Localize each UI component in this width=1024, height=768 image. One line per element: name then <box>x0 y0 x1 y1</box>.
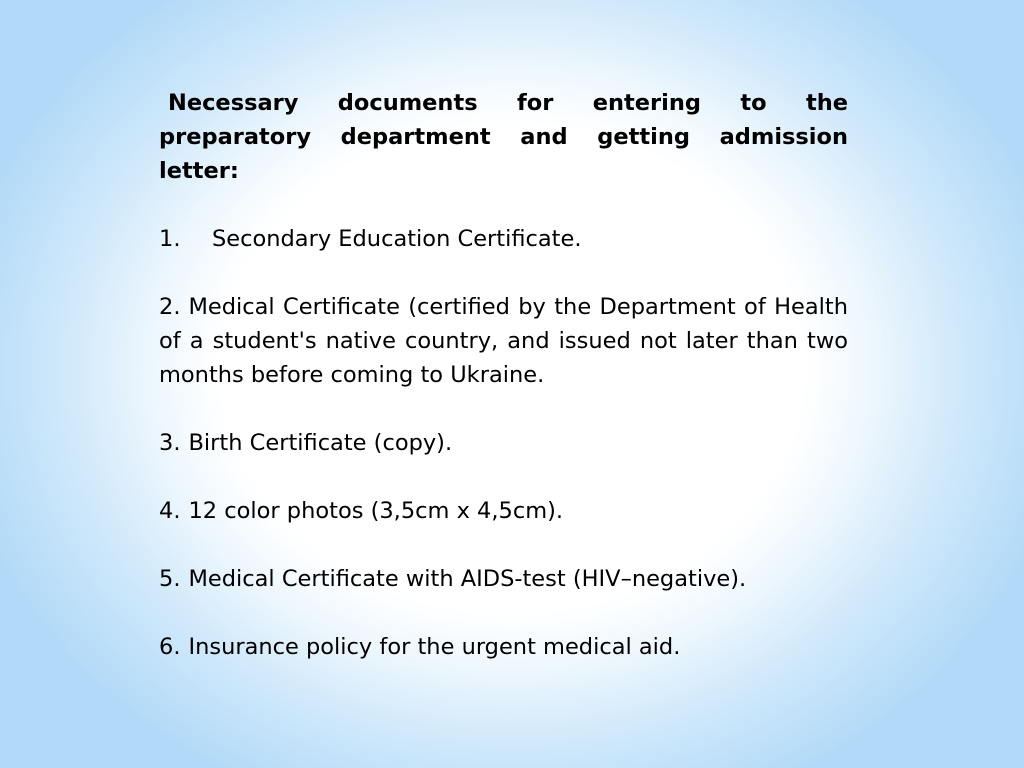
document-item-1 <box>159 222 848 256</box>
document-item-5 <box>159 562 848 596</box>
document-item-2 <box>159 290 848 392</box>
item-text: Insurance policy for the urgent medical aid. <box>188 634 681 660</box>
item-number: 2. <box>159 294 181 320</box>
item-number: 1. <box>159 226 181 252</box>
item-text: Medical Certificate with AIDS-test (HIV–negative). <box>188 566 747 592</box>
item-number: 6. <box>159 634 181 660</box>
item-number: 3. <box>159 430 181 456</box>
item-text: Medical Certificate (certified by the Department of Health of a student's native country, and issued not later than two months before coming to Ukraine. <box>159 294 848 388</box>
slide-heading: Necessary documents for entering to the preparatory department and getting admission letter: <box>159 90 848 184</box>
item-text: Birth Certificate (copy). <box>188 430 453 456</box>
document-item-6 <box>159 630 848 664</box>
item-text: Secondary Education Certificate. <box>212 226 582 252</box>
document-item-3 <box>159 426 848 460</box>
slide-content <box>159 86 848 664</box>
item-number: 5. <box>159 566 181 592</box>
item-text: 12 color photos (3,5cm x 4,5cm). <box>188 498 564 524</box>
document-item-4 <box>159 494 848 528</box>
item-number: 4. <box>159 498 181 524</box>
